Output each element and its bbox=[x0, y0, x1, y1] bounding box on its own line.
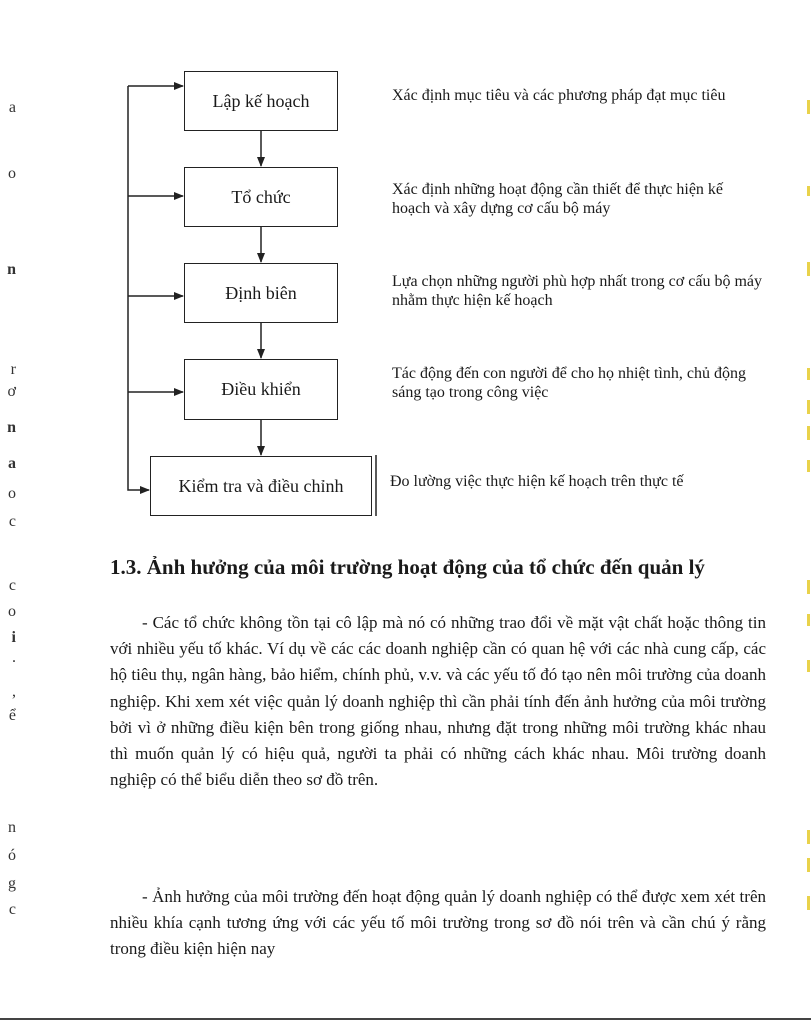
box-organizing: Tổ chức bbox=[184, 167, 338, 227]
desc-controlling: Đo lường việc thực hiện kế hoạch trên thực tế bbox=[390, 473, 684, 490]
margin-fragment: o bbox=[8, 603, 16, 620]
desc-directing: Tác động đến con người để cho họ nhiệt tình, chủ động sáng tạo trong công việc bbox=[392, 365, 746, 401]
margin-fragment: . bbox=[12, 649, 16, 666]
margin-fragment: c bbox=[8, 901, 16, 918]
box-staffing: Định biên bbox=[184, 263, 338, 323]
desc-staffing: Lựa chọn những người phù hợp nhất trong cơ cấu bộ máy nhằm thực hiện kế hoạch bbox=[392, 273, 762, 309]
box-planning: Lập kế hoạch bbox=[184, 71, 338, 131]
edge-mark bbox=[807, 368, 810, 380]
edge-mark bbox=[807, 426, 810, 440]
edge-mark bbox=[807, 186, 810, 196]
margin-fragment: o bbox=[8, 485, 16, 502]
box-controlling: Kiểm tra và điều chỉnh bbox=[150, 456, 372, 516]
margin-fragment: g bbox=[8, 875, 16, 892]
box-directing: Điều khiển bbox=[184, 359, 338, 420]
bottom-rule bbox=[0, 1018, 811, 1020]
desc-planning: Xác định mục tiêu và các phương pháp đạt mục tiêu bbox=[392, 87, 726, 104]
feedback-line bbox=[128, 86, 149, 490]
edge-mark bbox=[807, 830, 810, 844]
edge-mark bbox=[807, 262, 810, 276]
margin-fragment: i bbox=[11, 629, 16, 646]
edge-mark bbox=[807, 896, 810, 910]
margin-fragment: n bbox=[7, 419, 16, 436]
margin-fragment: ó bbox=[8, 847, 16, 864]
paragraph-2 bbox=[110, 884, 766, 963]
paragraph-1-text: - Các tổ chức không tồn tại cô lập mà nó có những trao đổi về mặt vật chất hoặc thông tin với nhiều yếu tố khác. Ví dụ về các các doanh nghiệp cần có quan hệ với các nhà cung cấp, các hộ tiêu thụ, ngân hàng, bảo hiểm, chính phủ, v.v. và các yếu tố đó tạo nên môi trường của doanh nghiệp. Khi xem xét việc quản lý doanh nghiệp thì cần phải tính đến ảnh hưởng của môi trường bởi vì ở những điều kiện bên trong giống nhau, nhưng đặt trong những môi trường khác nhau thì muốn quản lý có hiệu quả, người ta phải có những cách khác nhau. Môi trường doanh nghiệp có thể biểu diễn theo sơ đồ trên. bbox=[110, 613, 766, 790]
margin-fragment: n bbox=[8, 819, 16, 836]
edge-mark bbox=[807, 100, 810, 114]
margin-fragment: ể bbox=[8, 707, 16, 724]
desc-organizing: Xác định những hoạt động cần thiết để thực hiện kế hoạch và xây dựng cơ cấu bộ máy bbox=[392, 181, 724, 217]
paragraph-1 bbox=[110, 610, 766, 793]
margin-fragment: o bbox=[8, 165, 16, 182]
paragraph-2-text: - Ảnh hưởng của môi trường đến hoạt động quản lý doanh nghiệp có thể được xem xét trên nhiều khía cạnh tương ứng với các yếu tố môi trường trong sơ đồ nói trên và cần chú ý rằng trong điều kiện hiện nay bbox=[110, 887, 766, 959]
margin-fragment: a bbox=[8, 99, 16, 116]
margin-fragment: r bbox=[10, 361, 16, 378]
section-heading: 1.3. Ảnh hưởng của môi trường hoạt động của tổ chức đến quản lý bbox=[110, 555, 705, 579]
margin-fragment: c bbox=[8, 513, 16, 530]
edge-mark bbox=[807, 400, 810, 414]
margin-fragment: ơ bbox=[7, 383, 16, 400]
edge-mark bbox=[807, 660, 810, 672]
edge-mark bbox=[807, 614, 810, 626]
margin-fragment: n bbox=[7, 261, 16, 278]
edge-mark bbox=[807, 858, 810, 872]
margin-fragment: a bbox=[8, 455, 16, 472]
margin-fragment: , bbox=[12, 683, 16, 700]
edge-mark bbox=[807, 580, 810, 594]
margin-fragment: c bbox=[8, 577, 16, 594]
edge-mark bbox=[807, 460, 810, 472]
